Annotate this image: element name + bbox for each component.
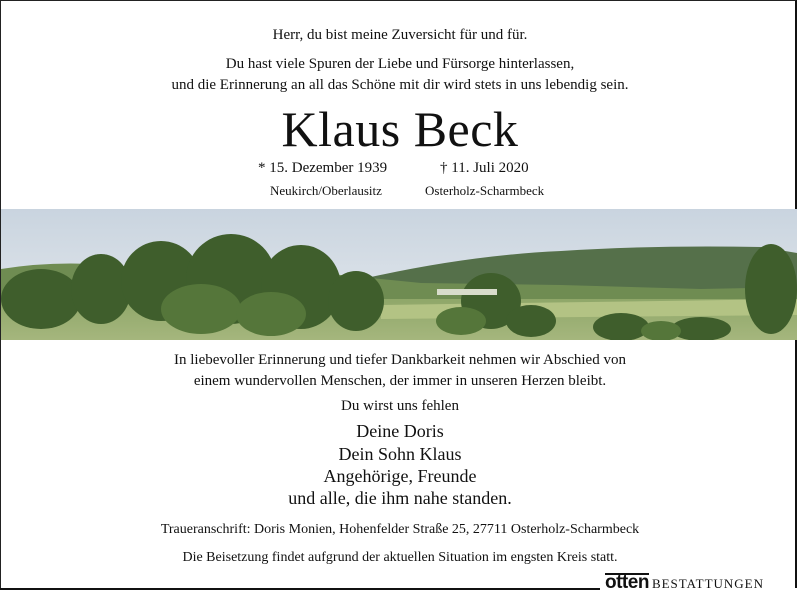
farewell-line-3: Du wirst uns fehlen xyxy=(341,398,459,414)
mourner-line: Angehörige, Freunde xyxy=(323,466,477,486)
verse-line-1: Herr, du bist meine Zuversicht für und für. xyxy=(272,27,528,43)
mourner-line: Deine Doris xyxy=(356,421,444,441)
death-date: † 11. Juli 2020 xyxy=(440,160,529,176)
farewell-line-2: einem wundervollen Menschen, der immer in unseren Herzen bleibt. xyxy=(193,373,607,389)
verse-line-2: Du hast viele Spuren der Liebe und Fürsorge hinterlassen, xyxy=(225,56,575,72)
burial-notice: Die Beisetzung findet aufgrund der aktuellen Situation im engsten Kreis statt. xyxy=(182,550,618,565)
farewell-line-1: In liebevoller Erinnerung und tiefer Dankbarkeit nehmen wir Abschied von xyxy=(174,352,626,368)
death-place: Osterholz-Scharmbeck xyxy=(425,183,545,198)
birth-place: Neukirch/Oberlausitz xyxy=(270,183,382,198)
condolence-address: Traueranschrift: Doris Monien, Hohenfelder Straße 25, 27711 Osterholz-Scharmbeck xyxy=(160,522,640,537)
logo-mark: otten xyxy=(605,572,649,593)
landscape-image xyxy=(1,209,797,340)
verse-line-3: und die Erinnerung an all das Schöne mit dir wird stets in uns lebendig sein. xyxy=(171,77,629,93)
logo-word: BESTATTUNGEN xyxy=(651,576,765,591)
notice-bottom-border xyxy=(0,588,600,590)
deceased-name: Klaus Beck xyxy=(281,101,519,157)
funeral-home-logo xyxy=(605,573,764,593)
mourner-line: und alle, die ihm nahe standen. xyxy=(288,488,512,508)
birth-date: * 15. Dezember 1939 xyxy=(258,160,388,176)
mourner-line: Dein Sohn Klaus xyxy=(338,444,462,464)
